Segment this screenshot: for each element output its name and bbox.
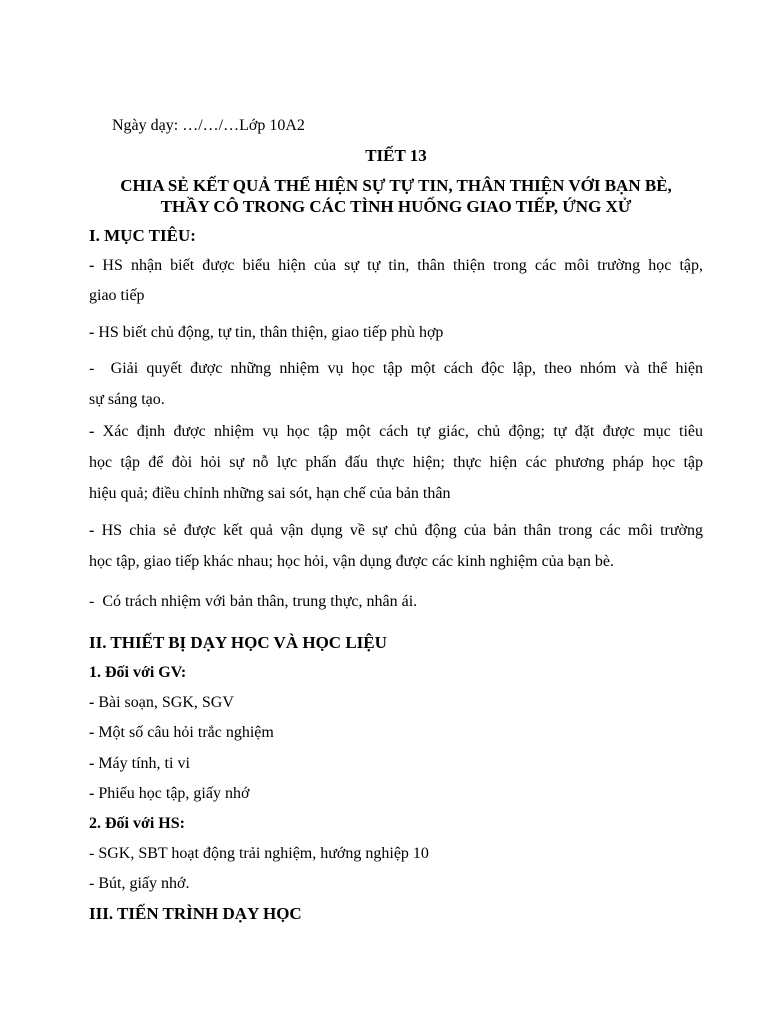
lesson-number: TIẾT 13 [365, 146, 427, 165]
objective-text: HS biết chủ động, tự tin, thân thiện, giao tiếp phù hợp [98, 324, 444, 341]
gv-item: - Một số câu hỏi trắc nghiệm [89, 724, 274, 741]
gv-heading: 1. Đối với GV: [89, 664, 187, 681]
objective-text: HS nhận biết được biểu hiện của sự tự tin, thân thiện trong các môi trường học tập, [102, 257, 704, 274]
objective-6 [89, 591, 417, 613]
bullet: - [89, 423, 103, 440]
gv-item: - Bài soạn, SGK, SGV [89, 694, 234, 711]
hs-item: - SGK, SBT hoạt động trải nghiệm, hướng nghiệp 10 [89, 845, 429, 862]
section-1-heading: I. MỤC TIÊU: [89, 226, 196, 245]
title-line-2: THẦY CÔ TRONG CÁC TÌNH HUỐNG GIAO TIẾP, ỨNG XỬ [160, 197, 632, 216]
objective-3-line-1 [89, 358, 703, 380]
hs-item: - Bút, giấy nhớ. [89, 875, 190, 892]
objective-text: HS chia sẻ được kết quả vận dụng về sự chủ động của bản thân trong các môi trường [101, 522, 703, 539]
section-2-heading: II. THIẾT BỊ DẠY HỌC VÀ HỌC LIỆU [89, 633, 387, 652]
objective-4-line-1 [89, 421, 703, 443]
objective-1-line-1 [89, 255, 703, 277]
gv-item-text: Một số câu hỏi trắc nghiệm [98, 724, 274, 741]
objective-4-line-3: hiệu quả; điều chỉnh những sai sót, hạn chế của bản thân [89, 485, 451, 502]
objective-text: Xác định được nhiệm vụ học tập một cách tự giác, chủ động; tự đặt được mục tiêu [102, 423, 704, 440]
bullet: - [89, 360, 111, 377]
gv-item: - Máy tính, ti vi [89, 755, 190, 772]
objective-text: Có trách nhiệm với bản thân, trung thực, nhân ái. [102, 593, 418, 610]
objective-5-line-1 [89, 520, 703, 542]
objective-2 [89, 322, 443, 344]
hs-heading: 2. Đối với HS: [89, 815, 185, 832]
section-3-heading: III. TIẾN TRÌNH DẠY HỌC [89, 904, 302, 923]
title-line-1: CHIA SẺ KẾT QUẢ THỂ HIỆN SỰ TỰ TIN, THÂN THIỆN VỚI BẠN BÈ, [120, 176, 672, 195]
objective-4-line-2: học tập để đòi hỏi sự nỗ lực phấn đấu thực hiện; thực hiện các phương pháp học tập [89, 454, 703, 471]
objective-1-line-2: giao tiếp [89, 287, 145, 304]
bullet: - [89, 257, 103, 274]
gv-item-text: Phiếu học tập, giấy nhớ [98, 785, 250, 802]
bullet: - [89, 324, 99, 341]
objective-3-line-2: sự sáng tạo. [89, 391, 165, 408]
date-line: Ngày dạy: …/…/…Lớp 10A2 [112, 117, 305, 134]
bullet: - [89, 593, 103, 610]
gv-item: - Phiếu học tập, giấy nhớ [89, 785, 250, 802]
objective-5-line-2: học tập, giao tiếp khác nhau; học hỏi, vận dụng được các kinh nghiệm của bạn bè. [89, 553, 614, 570]
gv-item-text: Bài soạn, SGK, SGV [98, 694, 234, 711]
bullet: - [89, 522, 102, 539]
objective-text: Giải quyết được những nhiệm vụ học tập một cách độc lập, theo nhóm và thể hiện [110, 360, 704, 377]
gv-item-text: Máy tính, ti vi [98, 755, 190, 772]
